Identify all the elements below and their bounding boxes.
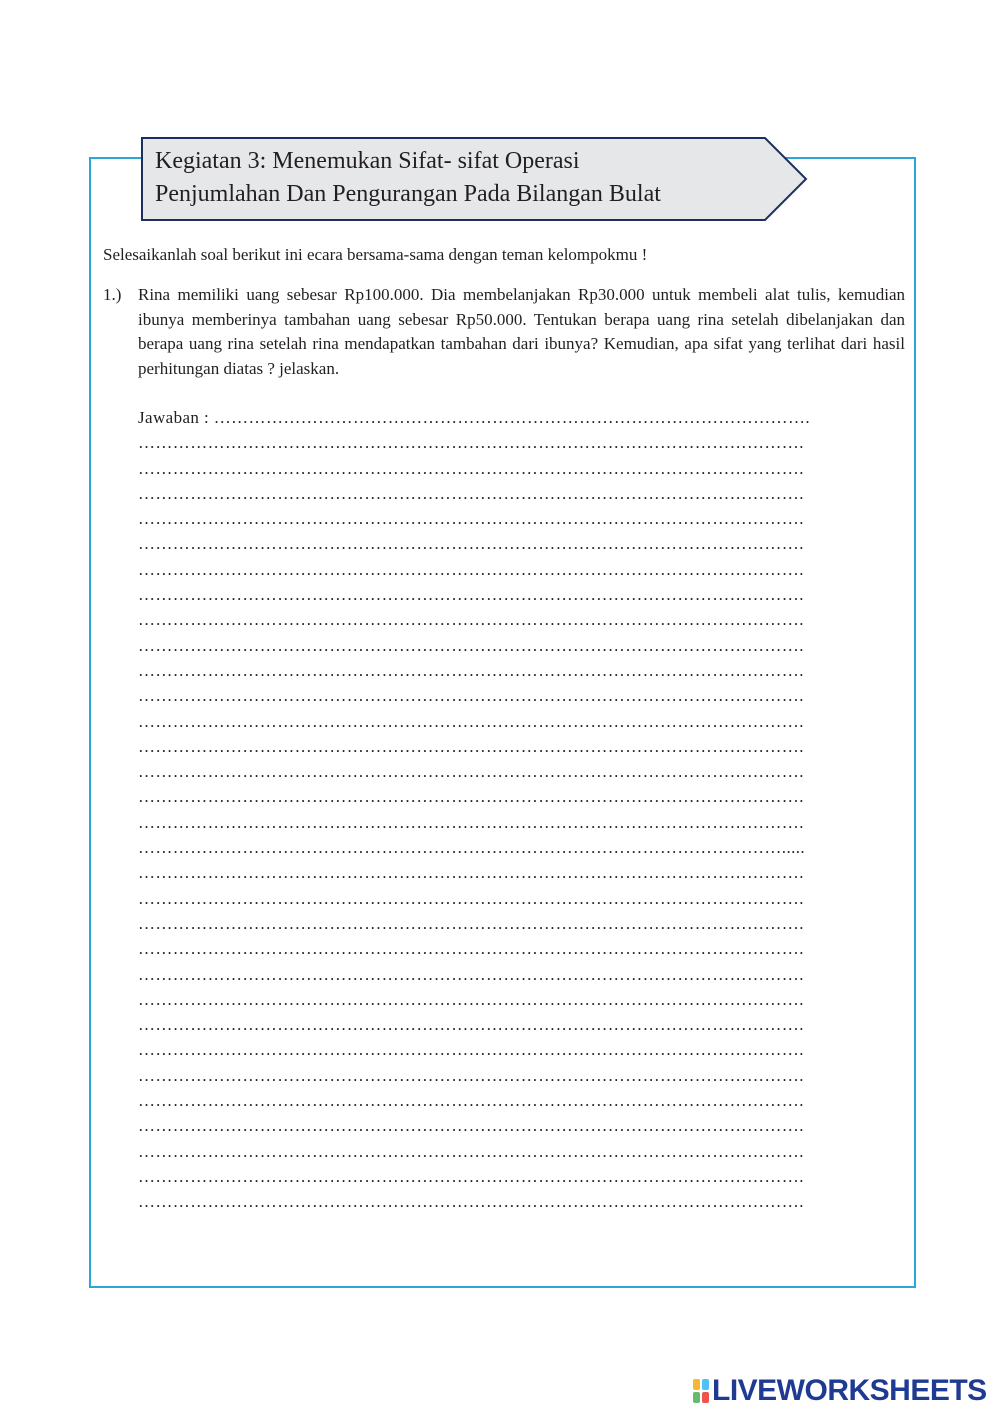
answer-line[interactable]: ……………………………………………………………………………………………………. [138, 736, 804, 756]
answer-line[interactable]: …………………………………………………………………………………………………..... [138, 838, 806, 858]
answer-line[interactable]: ……………………………………………………………………………………………………. [138, 812, 804, 832]
answer-line[interactable]: ……………………………………………………………………………………………………. [138, 483, 804, 503]
answer-line[interactable]: ……………………………………………………………………………………………………. [138, 939, 804, 959]
logo-square [702, 1392, 709, 1403]
answer-line[interactable]: ……………………………………………………………………………………………………. [138, 1166, 804, 1186]
logo-square [693, 1379, 700, 1390]
logo-mark-icon [692, 1378, 710, 1404]
answer-line[interactable]: ……………………………………………………………………………………………………. [138, 686, 804, 706]
answer-line[interactable]: ……………………………………………………………………………………………………. [138, 1040, 804, 1060]
answer-line[interactable]: ……………………………………………………………………………………………………. [138, 1116, 804, 1136]
answer-line[interactable]: ……………………………………………………………………………………………………. [138, 433, 804, 453]
question-number: 1.) [103, 285, 122, 304]
logo-square [693, 1392, 700, 1403]
answer-line[interactable]: ……………………………………………………………………………………………………. [138, 635, 804, 655]
answer-line[interactable]: ……………………………………………………………………………………………………. [138, 711, 804, 731]
logo-square [702, 1379, 709, 1390]
liveworksheets-logo [692, 1375, 987, 1407]
answer-line[interactable]: ……………………………………………………………………………………………………. [138, 913, 804, 933]
instruction-text: Selesaikanlah soal berikut ini ecara bersama-sama dengan teman kelompokmu ! [103, 245, 648, 264]
title-line-2: Penjumlahan Dan Pengurangan Pada Bilangan Bulat [155, 181, 661, 207]
answer-line[interactable]: ……………………………………………………………………………………………………. [138, 863, 804, 883]
answer-line[interactable]: ……………………………………………………………………………………………………. [138, 964, 804, 984]
answer-line[interactable]: ……………………………………………………………………………………………………. [138, 888, 804, 908]
activity-title-banner [141, 137, 808, 221]
answer-line[interactable]: ……………………………………………………………………………………………………. [138, 1141, 804, 1161]
title-line-1: Kegiatan 3: Menemukan Sifat- sifat Operasi [155, 148, 580, 174]
answer-line[interactable]: ……………………………………………………………………………………………………. [138, 1015, 804, 1035]
answer-line[interactable]: ……………………………………………………………………………………………………. [138, 1065, 804, 1085]
answer-line[interactable]: ……………………………………………………………………………………………………. [138, 1192, 804, 1212]
logo-text: LIVEWORKSHEETS [712, 1374, 987, 1407]
answer-line[interactable]: ……………………………………………………………………………………………………. [138, 1091, 804, 1111]
answer-line[interactable]: ……………………………………………………………………………………………………. [138, 762, 804, 782]
answer-first-line[interactable]: Jawaban : …………………………………………………………………………………………. [138, 408, 811, 427]
page-title [155, 145, 775, 211]
answer-line[interactable]: ……………………………………………………………………………………………………. [138, 559, 804, 579]
answer-line[interactable]: ……………………………………………………………………………………………………. [138, 585, 804, 605]
question-text: Rina memiliki uang sebesar Rp100.000. Dia membelanjakan Rp30.000 untuk membeli alat tulis, kemudian ibunya memberinya tambahan uang sebesar Rp50.000. Tentukan berapa uang rina setelah dibelanjakan dan berapa uang rina setelah rina mendapatkan tambahan dari ibunya? Kemudian, apa sifat yang terlihat dari hasil perhitungan diatas ? jelaskan. [138, 285, 905, 378]
answer-line[interactable]: ……………………………………………………………………………………………………. [138, 989, 804, 1009]
answer-area[interactable] [138, 405, 878, 1215]
answer-line[interactable]: ……………………………………………………………………………………………………. [138, 534, 804, 554]
answer-line[interactable]: ……………………………………………………………………………………………………. [138, 458, 804, 478]
answer-line[interactable]: ……………………………………………………………………………………………………. [138, 660, 804, 680]
answer-line[interactable]: ……………………………………………………………………………………………………. [138, 509, 804, 529]
answer-line[interactable]: ……………………………………………………………………………………………………. [138, 787, 804, 807]
answer-line[interactable]: ……………………………………………………………………………………………………. [138, 610, 804, 630]
